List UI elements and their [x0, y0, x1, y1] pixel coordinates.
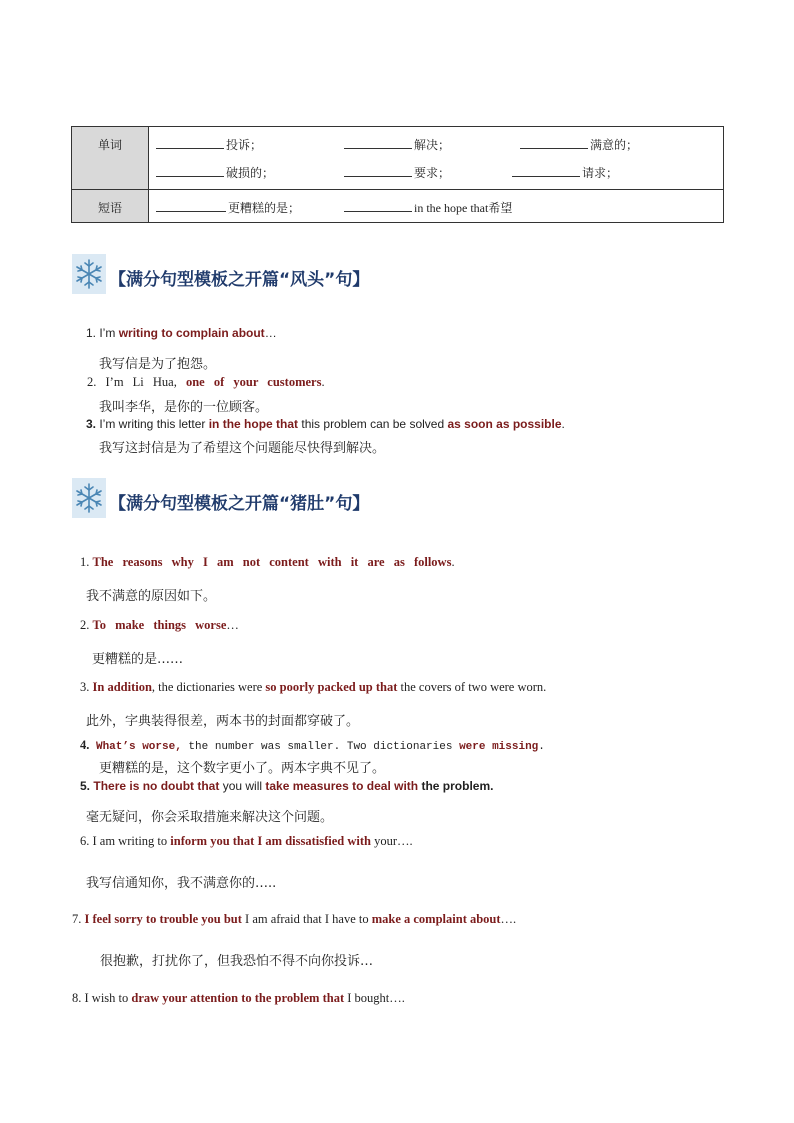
item-text: I’m Li Hua, [96, 375, 186, 389]
item-translation: 很抱歉，打扰你了，但我恐怕不得不向你投诉… [100, 954, 374, 969]
table-row [72, 190, 724, 223]
item-text: you will [219, 779, 266, 793]
item-text: I am writing to [89, 834, 171, 848]
vocab-item [344, 136, 450, 153]
item-highlight: inform you that I am dissatisfied with [170, 834, 371, 848]
item-text: . [538, 741, 545, 753]
list-item [86, 417, 565, 431]
item-translation: 我不满意的原因如下。 [86, 589, 217, 604]
item-text: I’m writing this letter [96, 417, 209, 431]
item-number: 1. [80, 555, 90, 569]
item-highlight: were missing [459, 741, 539, 753]
vocab-text: in the hope that希望 [414, 201, 513, 215]
item-number: 5. [80, 779, 91, 793]
item-translation: 我写信是为了抱怨。 [99, 357, 217, 372]
item-text: I’m [96, 326, 119, 340]
phrases-line [150, 191, 722, 221]
row-label-words [72, 127, 149, 190]
vocab-text: 解决； [414, 138, 451, 152]
words-cell [149, 127, 724, 190]
item-highlight: so poorly packed up that [265, 680, 398, 694]
item-highlight: writing to complain about [118, 326, 265, 340]
list-item [87, 375, 325, 390]
vocab-text: 更糟糕的是； [228, 201, 301, 215]
item-highlight: make a complaint about [371, 912, 501, 926]
item-translation: 我写信通知你，我不满意你的….. [86, 876, 277, 891]
list-item [80, 834, 413, 849]
item-translation: 更糟糕的是…… [92, 652, 184, 667]
list-item [72, 912, 516, 927]
words-line-1 [150, 128, 722, 158]
words-line-2 [150, 158, 722, 188]
item-number: 1. [86, 326, 97, 340]
vocab-text: 投诉； [226, 138, 263, 152]
vocab-text: 破损的； [226, 166, 275, 180]
item-translation: 此外，字典装得很差，两本书的封面都穿破了。 [86, 714, 360, 729]
item-highlight: The reasons why I am not content with it are as follows [92, 555, 452, 569]
item-number: 3. [80, 680, 90, 694]
item-text: the covers of two were worn. [397, 680, 547, 694]
item-translation: 更糟糕的是，这个数字更小了。两本字典不见了。 [99, 761, 386, 776]
item-text: … [264, 326, 277, 340]
list-item [86, 326, 277, 340]
row-label-text: 短语 [97, 201, 122, 215]
item-translation: 毫无疑问，你会采取措施来解决这个问题。 [86, 810, 334, 825]
item-number: 4. [80, 738, 90, 752]
item-text: I am afraid that I have to [241, 912, 372, 926]
item-highlight: take measures to deal with [265, 779, 419, 793]
vocab-item [156, 199, 300, 216]
vocab-item [512, 164, 618, 181]
item-highlight: What’s worse, [95, 741, 182, 753]
section-title: 【满分句型模板之开篇“风头”句】 [109, 270, 370, 290]
item-text: this problem can be solved [298, 417, 448, 431]
vocab-item [156, 136, 262, 153]
item-highlight: one of your customers [185, 375, 322, 389]
item-highlight: To make things worse [92, 618, 227, 632]
item-text: . [561, 417, 565, 431]
list-item [80, 779, 493, 793]
item-text: your…. [370, 834, 413, 848]
item-text: …. [500, 912, 517, 926]
vocab-text: 请求； [582, 166, 619, 180]
list-item [72, 991, 405, 1006]
list-item [80, 738, 545, 753]
item-number: 3. [86, 417, 97, 431]
vocab-text: 要求； [414, 166, 451, 180]
item-text: the number was smaller. Two dictionaries [181, 741, 460, 753]
item-text: , the dictionaries were [151, 680, 266, 694]
item-translation: 我写这封信是为了希望这个问题能尽快得到解决。 [99, 441, 386, 456]
vocab-item [344, 199, 512, 216]
item-highlight: as soon as possible [447, 417, 562, 431]
item-highlight: in the hope that [208, 417, 299, 431]
list-item [80, 555, 455, 570]
item-text: . [451, 555, 455, 569]
row-label-text: 单词 [97, 138, 122, 152]
vocab-item [344, 164, 450, 181]
item-translation: 我叫李华，是你的一位顾客。 [99, 400, 269, 415]
vocab-item [520, 136, 638, 153]
item-text: . [321, 375, 325, 389]
vocab-item [156, 164, 274, 181]
item-number: 7. [72, 912, 82, 926]
item-text: I wish to [81, 991, 132, 1005]
item-highlight: There is no doubt that [93, 779, 220, 793]
item-number: 6. [80, 834, 90, 848]
snowflake-icon [72, 254, 106, 294]
item-number: 2. [80, 618, 90, 632]
item-highlight: In addition [92, 680, 152, 694]
row-label-phrases [72, 190, 149, 223]
list-item [80, 618, 239, 633]
vocab-text: 满意的； [590, 138, 639, 152]
section-title: 【满分句型模板之开篇“猪肚”句】 [109, 494, 370, 514]
item-number: 2. [87, 375, 97, 389]
item-highlight: I feel sorry to trouble you but [84, 912, 242, 926]
item-text: I bought…. [344, 991, 405, 1005]
phrases-cell [149, 190, 724, 223]
item-number: 8. [72, 991, 82, 1005]
table-row [72, 127, 724, 190]
vocab-table [71, 126, 724, 223]
item-text: the problem. [418, 779, 494, 793]
snowflake-icon [72, 478, 106, 518]
list-item [80, 680, 546, 695]
item-text: … [226, 618, 239, 632]
item-highlight: draw your attention to the problem that [131, 991, 345, 1005]
